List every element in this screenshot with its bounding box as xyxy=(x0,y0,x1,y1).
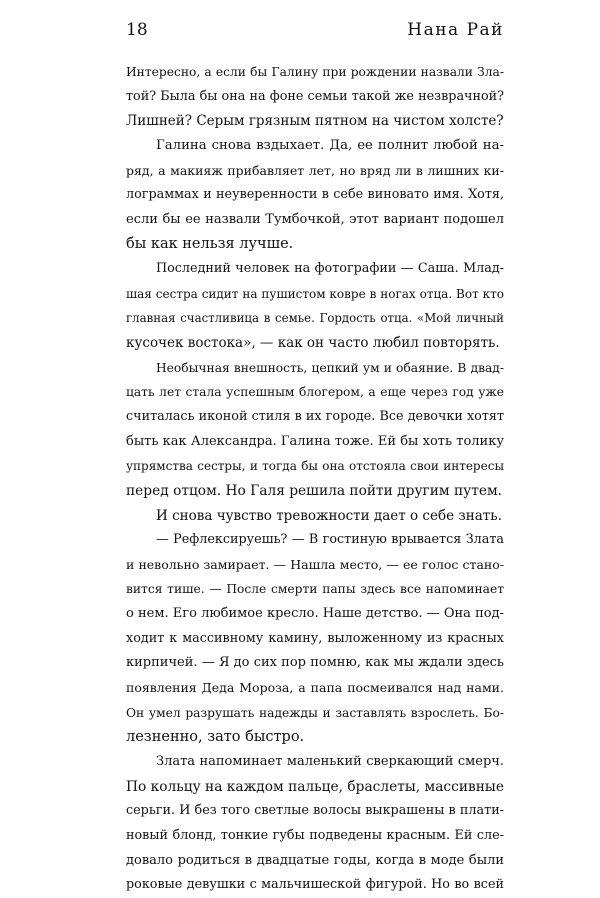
text-line: цать лет стала успешным блогером, а еще через год уже xyxy=(126,385,504,400)
text-line: о нем. Его любимое кресло. Наше детство. — Она под- xyxy=(126,606,504,622)
text-line: ходит к массивному камину, выложенному из красных xyxy=(126,630,504,646)
text-line: Последний человек на фотографии — Саша. Млад- xyxy=(156,261,504,277)
text-line: По кольцу на каждом пальце, браслеты, массивные xyxy=(126,778,504,795)
body-text xyxy=(126,60,504,898)
text-line: считалась иконой стиля в их городе. Все девочки хотят xyxy=(126,408,504,424)
text-line: И снова чувство тревожности дает о себе знать. xyxy=(156,507,502,524)
text-line: появления Деда Мороза, а папа посмеивался над нами. xyxy=(126,680,504,696)
text-line: Необычная внешность, цепкий ум и обаяние. В двад- xyxy=(156,360,504,375)
text-line: шая сестра сидит на пушистом ковре в ногах отца. Вот кто xyxy=(126,286,504,301)
text-line: вится тише. — После смерти папы здесь все напоминает xyxy=(126,582,504,597)
text-line: Галина снова вздыхает. Да, ее полнит любой на- xyxy=(156,137,504,153)
text-line: быть как Александра. Галина тоже. Ей бы хоть толику xyxy=(126,433,504,449)
text-line: ряд, а макияж прибавляет лет, но вряд ли в лишних ки- xyxy=(126,162,504,178)
page-header xyxy=(126,20,504,44)
text-line: Он умел разрушать надежды и заставлять взрослеть. Бо- xyxy=(126,705,504,720)
running-title: Нана Рай xyxy=(407,20,504,40)
page-number: 18 xyxy=(126,20,148,40)
text-line: главная счастливица в семье. Гордость отца. «Мой личный xyxy=(126,311,504,326)
text-line: Интересно, а если бы Галину при рождении назвали Зла- xyxy=(126,65,504,79)
text-line: лограммах и неуверенности в себе виновато имя. Хотя, xyxy=(126,187,504,203)
text-line: и невольно замирает. — Нашла место, — ее голос стано- xyxy=(126,556,504,572)
text-line: лезненно, зато быстро. xyxy=(126,729,305,746)
text-line: довало родиться в двадцатые годы, когда в моде были xyxy=(126,852,504,868)
text-line: Лишней? Серым грязным пятном на чистом холсте? xyxy=(126,113,504,130)
text-line: — Рефлексируешь? — В гостиную врывается Злата xyxy=(156,532,504,548)
text-line: перед отцом. Но Галя решила пойти другим путем. xyxy=(126,482,503,499)
text-line: упрямства сестры, и тогда бы она отстояла свои интересы xyxy=(126,459,504,474)
text-line: серьги. И без того светлые волосы выкрашены в плати- xyxy=(126,803,504,819)
text-line: если бы ее назвали Тумбочкой, этот вариант подошел xyxy=(126,211,504,227)
text-line: кусочек востока», — как он часто любил повторять. xyxy=(126,335,500,352)
text-line: той? Была бы она на фоне семьи такой же незврачной? xyxy=(126,88,504,104)
text-line: бы как нельзя лучше. xyxy=(126,236,294,253)
text-line: Злата напоминает маленький сверкающий смерч. xyxy=(156,753,504,769)
text-line: кирпичей. — Я до сих пор помню, как мы ждали здесь xyxy=(126,655,504,671)
text-line: роковые девушки с мальчишеской фигурой. Но во всей xyxy=(126,877,504,893)
text-line: новый блонд, тонкие губы подведены красным. Ей сле- xyxy=(126,827,504,843)
